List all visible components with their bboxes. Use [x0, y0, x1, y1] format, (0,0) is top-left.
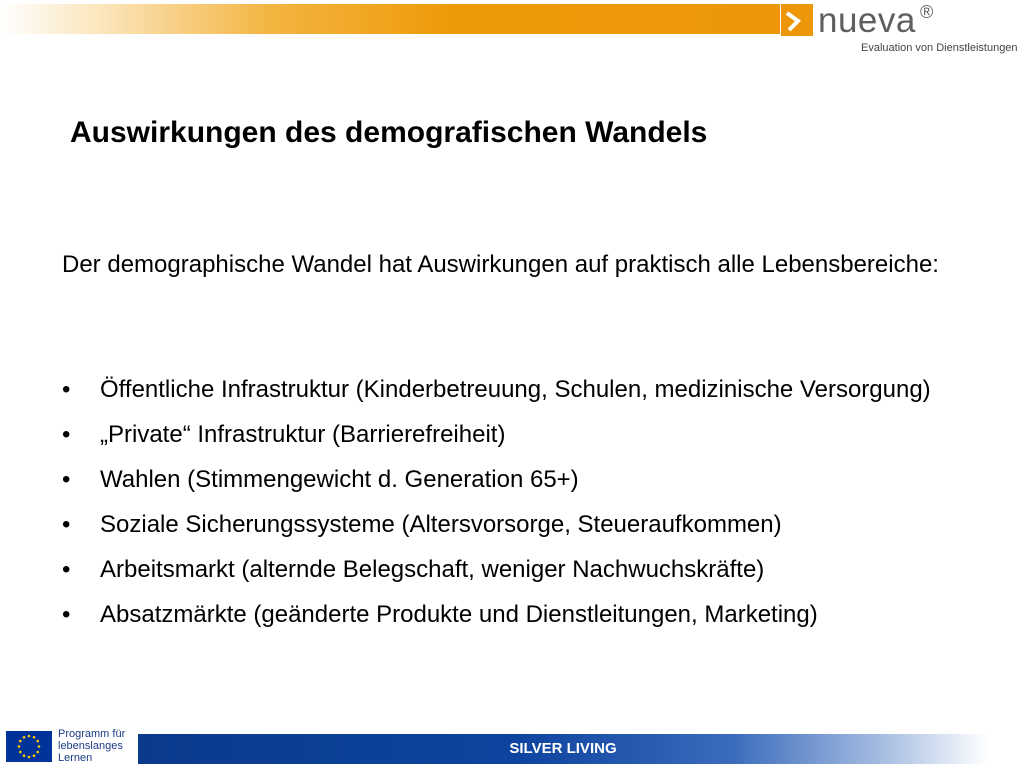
- list-item-text: Absatzmärkte (geänderte Produkte und Dienstleitungen, Marketing): [100, 601, 818, 628]
- bullet-icon: •: [62, 601, 71, 628]
- bullet-icon: •: [62, 511, 71, 538]
- nueva-logo: [781, 1, 1024, 62]
- slide-title: Auswirkungen des demografischen Wandels: [70, 116, 708, 149]
- eu-program-label: [58, 728, 138, 764]
- list-item: [62, 551, 982, 589]
- logo-registered-mark: ®: [920, 2, 934, 22]
- header-accent-bar: [0, 4, 780, 34]
- bullet-icon: •: [62, 376, 71, 403]
- list-item: [62, 596, 982, 634]
- list-item-text: Arbeitsmarkt (alternde Belegschaft, weniger Nachwuchskräfte): [100, 556, 765, 583]
- footer: [0, 728, 1024, 768]
- bullet-icon: •: [62, 556, 71, 583]
- list-item-text: Wahlen (Stimmengewicht d. Generation 65+): [100, 466, 579, 493]
- list-item: [62, 506, 982, 544]
- list-item: [62, 371, 982, 409]
- list-item-text: Soziale Sicherungssysteme (Altersvorsorge, Steueraufkommen): [100, 511, 782, 538]
- project-name: SILVER LIVING: [509, 740, 617, 757]
- bullet-icon: •: [62, 421, 71, 448]
- eu-program-line: Lernen: [58, 752, 93, 764]
- bullet-icon: •: [62, 466, 71, 493]
- list-item-text: Öffentliche Infrastruktur (Kinderbetreuung, Schulen, medizinische Versorgung): [100, 376, 931, 403]
- logo-wordmark: nueva: [818, 1, 916, 40]
- list-item-text: „Private“ Infrastruktur (Barrierefreiheit): [100, 421, 506, 448]
- list-item: [62, 416, 982, 454]
- eu-flag-icon: [6, 731, 52, 762]
- nueva-logo-mark-icon: [781, 4, 813, 36]
- intro-text: Der demographische Wandel hat Auswirkungen auf praktisch alle Lebensbereiche:: [62, 251, 939, 278]
- list-item: [62, 461, 982, 499]
- bullet-list: [62, 371, 982, 641]
- eu-program-line: lebenslanges: [58, 740, 123, 752]
- logo-tagline: Evaluation von Dienstleistungen: [861, 42, 1018, 54]
- eu-program-line: Programm für: [58, 728, 126, 740]
